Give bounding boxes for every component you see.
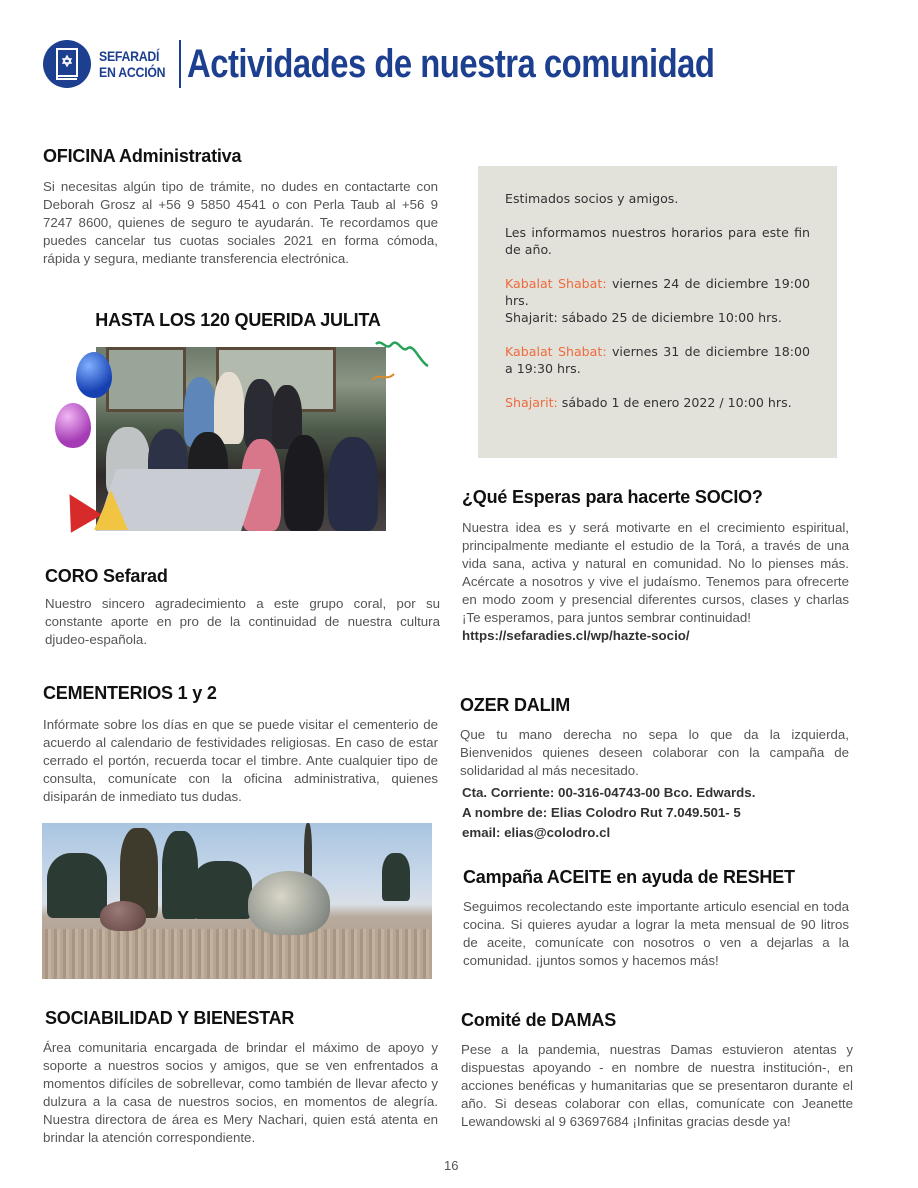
schedule-item (505, 343, 810, 377)
section-ozer (460, 695, 849, 843)
group-birthday-photo (96, 347, 386, 531)
section-aceite (463, 867, 849, 970)
section-kicker (99, 48, 168, 80)
schedule-label: Kabalat Shabat: (505, 276, 607, 291)
section-body: Nuestra idea es y será motivarte en el crecimiento espiritual, principalmente mediante el estudio de la Torá, a través de una vida sana, activa y natural en comunidad. No lo pienses más. Acércate a nosotros y vive el judaísmo. Tenemos para ofrecerte en modo zoom y presencial diferentes cursos, clases y charlas ¡Te esperamos, para juntos sembrar continuidad! (462, 520, 849, 625)
purple-balloon-icon (55, 403, 91, 448)
blue-balloon-icon (76, 352, 112, 398)
section-heading: OZER DALIM (460, 695, 570, 715)
schedule-text: viernes 31 de diciembre 18:00 a 19:30 hrs. (505, 344, 810, 376)
page-header (43, 38, 830, 90)
large-stone (248, 871, 330, 935)
schedule-extra: Shajarit: sábado 25 de diciembre 10:00 hrs. (505, 310, 782, 325)
schedule-label: Shajarit: (505, 395, 558, 410)
section-cementerios (43, 683, 438, 806)
section-body: Nuestro sincero agradecimiento a este grupo coral, por su constante aporte en pro de la continuidad de nuestra cultura djudeo-española. (45, 596, 440, 647)
bank-account: Cta. Corriente: 00-316-04743-00 Bco. Edwards. (462, 785, 756, 800)
section-heading: OFICINA Administrativa (43, 146, 242, 166)
section-sociabilidad (45, 1008, 438, 1147)
torah-book-icon (43, 40, 91, 88)
section-heading: ¿Qué Esperas para hacerte SOCIO? (462, 487, 763, 507)
section-socio (462, 487, 849, 645)
section-body: Área comunitaria encargada de brindar el máximo de apoyo y soporte a nuestros socios y amigos, que se ven enfrentados a momentos difíciles de sobrellevar, como también de llevar afecto y dulzura a la casa de nuestros socios, en momentos de alegría. Nuestra directora de área es Mery Nachari, quien está atenta en brindar la atención correspondiente. (43, 1040, 438, 1145)
section-heading: HASTA LOS 120 QUERIDA JULITA (95, 310, 381, 330)
schedule-text: viernes 24 de diciembre 19:00 hrs. (505, 276, 810, 308)
section-coro (45, 566, 440, 649)
kicker-line-2: EN ACCIÓN (99, 64, 166, 80)
schedule-text: sábado 1 de enero 2022 / 10:00 hrs. (557, 395, 792, 410)
section-oficina (43, 146, 438, 268)
socio-link[interactable]: https://sefaradies.cl/wp/hazte-socio/ (462, 628, 690, 643)
section-heading: SOCIABILIDAD Y BIENESTAR (45, 1008, 295, 1028)
section-body: Seguimos recolectando este importante articulo esencial en toda cocina. Si quieres ayudar a lograr la meta mensual de 90 litros de aceite, comunícate con nosotros o ven a dejarlas a la comunidad. ¡juntos somos y hacemos más! (463, 899, 849, 968)
schedule-item (505, 394, 810, 411)
yellow-party-hat-icon (94, 490, 128, 530)
streamer-icon (372, 338, 432, 388)
section-heading: Campaña ACEITE en ayuda de RESHET (463, 867, 795, 887)
section-damas (461, 1010, 853, 1131)
section-heading: CORO Sefarad (45, 566, 168, 586)
schedule-notice-box (478, 166, 837, 458)
page-title: Actividades de nuestra comunidad (187, 41, 715, 86)
account-holder: A nombre de: Elias Colodro Rut 7.049.501- 5 (462, 805, 741, 820)
section-body: Infórmate sobre los días en que se puede visitar el cementerio de acuerdo al calendario de festividades religiosas. En caso de estar cerrado el portón, recuerda tocar el timbre. Ante cualquier tipo de consulta, comunícate con la oficina administrativa, quienes disiparán de inmediato tus dudas. (43, 717, 438, 804)
page-number: 16 (444, 1158, 459, 1173)
kicker-line-1: SEFARADÍ (99, 48, 160, 64)
section-heading: CEMENTERIOS 1 y 2 (43, 683, 217, 703)
notice-intro: Les informamos nuestros horarios para este fin de año. (505, 225, 810, 257)
section-heading: Comité de DAMAS (461, 1010, 617, 1030)
contact-email[interactable]: email: elias@colodro.cl (462, 825, 611, 840)
small-stone (100, 901, 146, 931)
cemetery-stones-photo (42, 823, 432, 979)
schedule-item (505, 275, 810, 326)
section-body: Si necesitas algún tipo de trámite, no dudes en contactarte con Deborah Grosz al +56 9 5850 4541 o con Perla Taub al +56 9 7247 8600, quienes de seguro te ayudarán. Te recordamos que puedes cancelar tus cuotas sociales 2021 en forma cómoda, rápida y segura, mediante transferencia electrónica. (43, 179, 438, 266)
section-julita (43, 310, 433, 331)
section-body: Que tu mano derecha no sepa lo que da la izquierda, Bienvenidos quienes deseen colaborar con la campaña de solidaridad al más necesitado. (460, 727, 849, 778)
schedule-label: Kabalat Shabat: (505, 344, 607, 359)
section-body: Pese a la pandemia, nuestras Damas estuvieron atentas y dispuestas apoyando - en nombre de nuestra institución-, en acciones benéficas y humanitarias que se presentaron durante el año. Si deseas colaborar con ellas, comunícate con Jeanette Lewandowski al 9 63697684 ¡Infinitas gracias desde ya! (461, 1042, 853, 1129)
notice-greeting: Estimados socios y amigos. (505, 191, 679, 206)
header-divider (179, 40, 181, 88)
